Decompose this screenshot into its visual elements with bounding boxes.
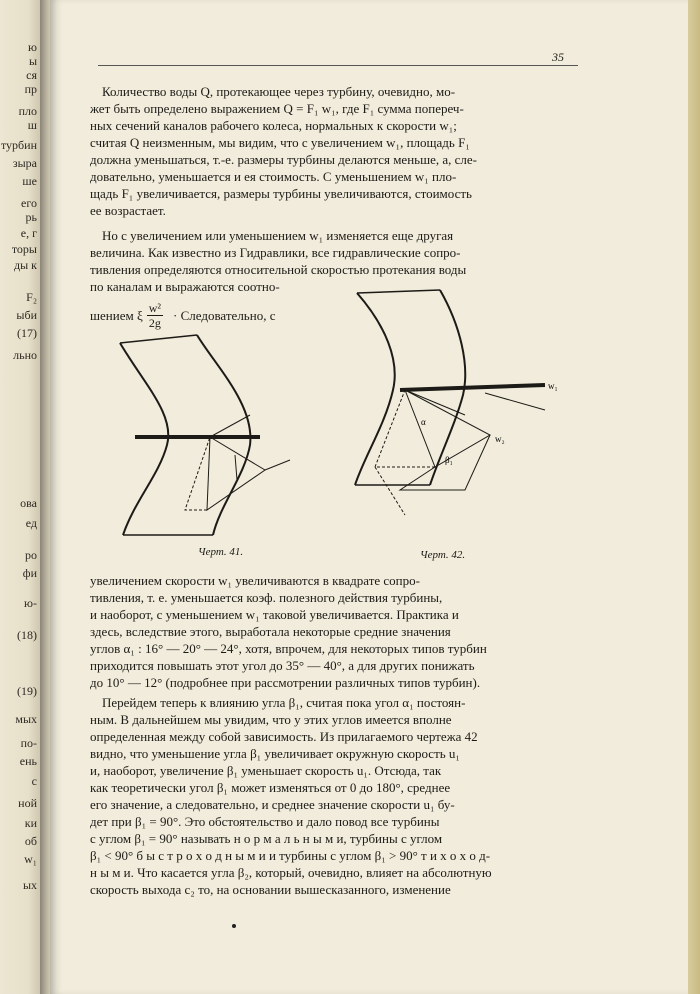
left-page-fragment: (17)	[17, 326, 37, 340]
left-page-fragment: ро	[25, 548, 37, 562]
text-line: приходится повышать этот угол до 35° — 40°, а для других понижать	[90, 658, 475, 673]
left-page-fragment: по-	[20, 736, 37, 750]
text-line: его значение, а следовательно, и среднее значение скорости u₁ бу-	[90, 797, 455, 812]
page-number: 35	[552, 50, 564, 64]
figure-42-label-alpha: α	[421, 417, 426, 427]
left-page-fragment: ды к	[14, 258, 37, 272]
figure-42-label-w2: w₂	[495, 434, 505, 444]
text-line: скорость выхода c₂ то, на основании вышесказанного, изменение	[90, 882, 451, 897]
text-line: здесь, вследствие этого, выработала некоторые средние значения	[90, 624, 451, 639]
page-edge	[688, 0, 700, 994]
left-page-fragment: ки	[24, 816, 37, 830]
left-page-fragment: ю-	[24, 596, 37, 610]
left-page-fragment: его	[21, 196, 37, 210]
left-page-fragment: ше	[22, 174, 37, 188]
left-page-fragment: турбин	[0, 138, 37, 152]
left-page-fragment: ед	[25, 516, 37, 530]
text-line: β₁ < 90° б ы с т р о х о д н ы м и и турбины с углом β₁ > 90° т и х о х о д-	[90, 848, 491, 863]
text-line: и наоборот, с уменьшением w₁ таковой увеличивается. Практика и	[90, 607, 459, 622]
left-page-fragment: с	[31, 774, 37, 788]
left-page-fragment: мых	[15, 712, 37, 726]
figure-41-caption: Черт. 41.	[198, 546, 244, 558]
text-line: углов α₁ : 16° — 20° — 24°, хотя, впрочем, для некоторых типов турбин	[90, 641, 487, 656]
text-line: ее возрастает.	[90, 203, 166, 218]
text-line: как теоретически угол β₁ может изменяться от 0 до 180°, среднее	[90, 780, 451, 795]
left-page-fragment: фи	[22, 566, 37, 580]
text-line: н ы м и. Что касается угла β₂, который, очевидно, влияет на абсолютную	[90, 865, 492, 880]
figure-41	[115, 325, 295, 540]
left-page-fragment: ыби	[16, 308, 37, 322]
formula-denominator: 2g	[148, 316, 161, 330]
left-page-fragment: ых	[22, 878, 37, 892]
text-line: величина. Как известно из Гидравлики, все гидравлические сопро-	[90, 245, 461, 260]
formula-numerator: w²	[148, 301, 162, 315]
text-line: с углом β₁ = 90° называть н о р м а л ь н ы м и, турбины с углом	[90, 831, 443, 846]
left-page-fragment: пр	[24, 82, 37, 96]
text-line: тивления, т. е. уменьшается коэф. полезного действия турбины,	[90, 590, 443, 605]
left-page-fragment: ень	[19, 754, 37, 768]
left-page-fragment: льно	[13, 348, 37, 362]
text-line: довательно, уменьшается и ея стоимость. С уменьшением w₁ пло-	[90, 169, 457, 184]
stray-mark	[232, 924, 236, 928]
left-page-fragment: торы	[11, 242, 37, 256]
header-rule	[98, 65, 578, 66]
left-page-fragment: пло	[18, 104, 37, 118]
left-page-fragment: зыра	[12, 156, 37, 170]
text-line: ным. В дальнейшем мы увидим, что у этих углов имеется вполне	[90, 712, 452, 727]
text-line: видно, что уменьшение угла β₁ увеличивает окружную скорость u₁	[90, 746, 460, 761]
text-line: до 10° — 12° (подробнее при рассмотрении различных типов турбин).	[90, 675, 481, 690]
text-line: жет быть определено выражением Q = F₁ w₁, где F₁ сумма попереч-	[90, 101, 464, 116]
text-line: Перейдем теперь к влиянию угла β₁, считая пока угол α₁ постоян-	[102, 695, 466, 710]
figure-42-label-w1: w₁	[548, 381, 558, 391]
text-line: дет при β₁ = 90°. Это обстоятельство и дало повод все турбины	[90, 814, 440, 829]
left-page-fragment: ной	[18, 796, 37, 810]
text-line: тивления определяются относительной скоростью протекания воды	[90, 262, 467, 277]
left-page-fragment: е, г	[20, 226, 37, 240]
left-page-fragment: (18)	[17, 628, 37, 642]
left-page-fragment: (19)	[17, 684, 37, 698]
left-page-fragment: ся	[26, 68, 37, 82]
text-line: Но с увеличением или уменьшением w₁ изменяется еще другая	[102, 228, 454, 243]
text-line: щадь F₁ увеличивается, размеры турбины увеличиваются, стоимость	[90, 186, 472, 201]
formula-text-after: · Следовательно, с	[173, 307, 276, 323]
figure-42	[345, 285, 560, 545]
formula-text-before: шением ξ	[90, 307, 143, 323]
text-line: должна уменьшаться, т.-е. размеры турбины делаются меньше, а, сле-	[90, 152, 477, 167]
text-line: ных сечений каналов рабочего колеса, нормальных к скорости w₁;	[90, 118, 457, 133]
text-line: определенная между собой зависимость. Из прилагаемого чертежа 42	[90, 729, 478, 744]
text-line: по каналам и выражаются соотно-	[90, 279, 280, 294]
left-page-fragment: w₁	[24, 852, 37, 866]
figure-42-caption: Черт. 42.	[420, 549, 466, 561]
figure-42-drawing	[345, 285, 560, 545]
left-page-fragment: ю	[28, 40, 37, 54]
left-page-fragment: ова	[20, 496, 37, 510]
left-page-edge	[0, 0, 40, 994]
left-page-fragment: F₂	[26, 290, 37, 304]
left-page-fragment: ш	[27, 118, 37, 132]
text-line: и, наоборот, увеличение β₁ уменьшает скорость u₁. Отсюда, так	[90, 763, 442, 778]
text-line: считая Q неизменным, мы видим, что с увеличением w₁, площадь F₁	[90, 135, 470, 150]
left-page-fragment: об	[24, 834, 37, 848]
text-line: Количество воды Q, протекающее через турбину, очевидно, мо-	[102, 84, 456, 99]
figure-42-label-beta: β₁	[445, 455, 453, 465]
figure-41-drawing	[115, 325, 295, 540]
left-page-fragment: ы	[28, 54, 37, 68]
text-line: увеличением скорости w₁ увеличиваются в квадрате сопро-	[90, 573, 420, 588]
left-page-fragment: рь	[25, 210, 37, 224]
